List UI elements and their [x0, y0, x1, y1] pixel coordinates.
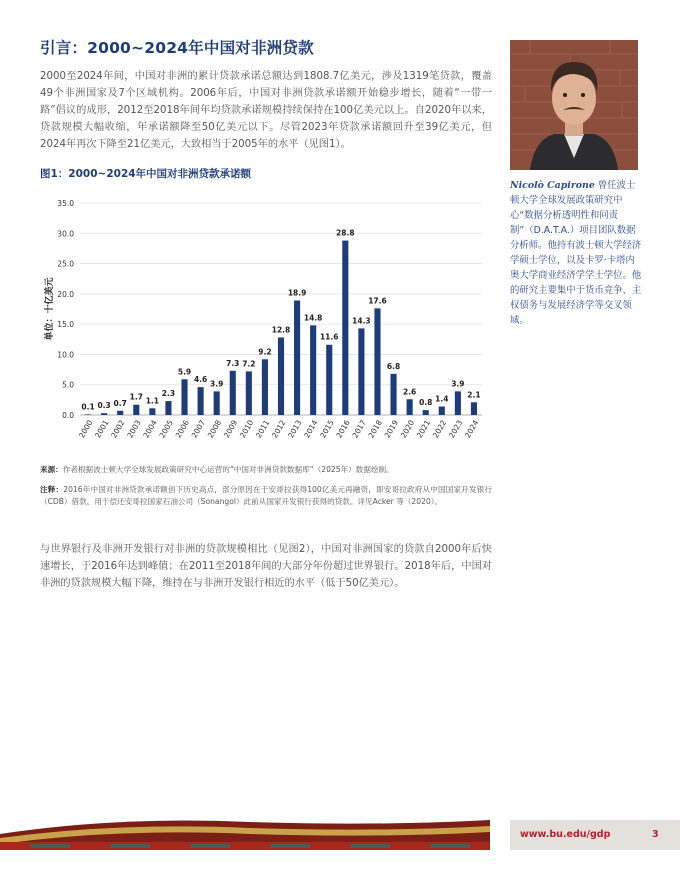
x-tick-label: 2003	[125, 418, 143, 440]
bar	[133, 405, 139, 415]
x-tick-label: 2014	[302, 418, 320, 440]
intro-paragraph: 2000至2024年间，中国对非洲的累计贷款承诺总额达到1808.7亿美元，涉及1319笔贷款，覆盖49个非洲国家及7个区域机构。2006年后，中国对非洲贷款承诺额开始稳步增长，随着“一带一路”倡议的成形，2012至2018年间年均贷款承诺规模持续保持在100亿美元以上。自2020年以来，贷款规模大幅收缩，年承诺额降至50亿美元以下。尽管2023年贷款承诺额回升至39亿美元，但2024年再次下降至21亿美元，大致相当于2005年的水平（见图1）。	[40, 71, 492, 150]
x-tick-label: 2018	[366, 418, 384, 440]
x-tick-label: 2024	[463, 418, 481, 440]
bar	[326, 345, 332, 415]
x-tick-label: 2008	[205, 418, 224, 440]
bar	[358, 328, 364, 415]
x-tick-label: 2020	[398, 418, 417, 440]
y-tick-label: 15.0	[57, 320, 74, 330]
data-label: 18.9	[287, 288, 307, 298]
x-tick-label: 2006	[173, 418, 191, 440]
x-tick-label: 2022	[430, 418, 449, 440]
x-tick-label: 2016	[334, 418, 352, 440]
x-tick-label: 2000	[77, 418, 95, 440]
data-label: 2.6	[402, 387, 417, 397]
note-text: 2016年中国对非洲贷款承诺额创下历史高点，部分原因在于安哥拉获得100亿美元再融资，即安哥拉政府从中国国家开发银行（CDB）借款，用于偿还安哥拉国家石油公司（Sonangol）此前从国家开发银行获得的贷款。详见Acker 等（2020）。	[40, 485, 492, 506]
bar	[117, 411, 123, 415]
data-label: 17.6	[368, 296, 387, 306]
loan-commitments-chart	[40, 190, 492, 450]
bar	[149, 408, 155, 415]
footer-architecture-image	[0, 806, 490, 850]
comparison-paragraph: 与世界银行及非洲开发银行对非洲的贷款规模相比（见图2），中国对非洲国家的贷款自2000年后快速增长，于2016年达到峰值；在2011至2018年间的大部分年份超过世界银行。2018年后，中国对非洲的贷款规模大幅下降，维持在与非洲开发银行相近的水平（低于50亿美元）。	[40, 544, 492, 589]
y-tick-label: 30.0	[57, 229, 74, 239]
x-tick-label: 2015	[318, 418, 336, 440]
x-tick-label: 2017	[350, 418, 368, 440]
x-tick-label: 2021	[414, 418, 433, 440]
bar	[374, 308, 380, 415]
author-bio-text: 曾任波士顿大学全球发展政策研究中心“数据分析透明性和问责制”（D.A.T.A.）项目团队数据分析师。他持有波士顿大学经济学硕士学位，以及卡罗·卡塔内奥大学商业经济学学士学位。他的研究主要集中于货币竞争、主权债务与发展经济学等交叉领域。	[510, 180, 642, 326]
x-tick-label: 2007	[189, 418, 208, 440]
bar	[198, 387, 204, 415]
data-label: 14.3	[352, 316, 371, 326]
data-label: 3.9	[451, 379, 465, 389]
figure-source	[40, 464, 492, 476]
data-label: 5.9	[177, 367, 192, 377]
author-portrait-image	[510, 40, 638, 170]
bar	[214, 391, 220, 415]
data-label: 0.3	[97, 401, 111, 411]
bar	[246, 371, 252, 415]
temple-roof-illustration	[0, 806, 490, 850]
x-tick-label: 2012	[270, 418, 288, 440]
author-name: Nicolò Capirone	[510, 180, 595, 191]
bar	[439, 407, 445, 415]
bar	[423, 410, 429, 415]
footer-url-link[interactable]: www.bu.edu/gdp	[520, 829, 611, 840]
bar	[407, 399, 413, 415]
bar	[342, 241, 348, 415]
bar	[294, 301, 300, 415]
data-label: 7.2	[242, 359, 256, 369]
x-tick-label: 2004	[141, 418, 159, 440]
y-tick-label: 0.0	[62, 411, 74, 420]
note-label: 注释：	[40, 485, 64, 494]
data-label: 0.1	[81, 402, 95, 412]
data-label: 0.8	[419, 398, 433, 408]
x-tick-label: 2011	[254, 418, 272, 440]
author-photo	[510, 40, 638, 170]
y-tick-label: 5.0	[62, 380, 74, 390]
author-bio	[510, 178, 642, 328]
bar	[165, 401, 171, 415]
bar	[181, 379, 187, 415]
x-tick-label: 2002	[109, 418, 127, 440]
y-axis-label: 单位：十亿美元	[45, 277, 55, 341]
source-label: 来源：	[40, 465, 63, 474]
y-tick-label: 25.0	[57, 259, 74, 269]
bar	[85, 414, 91, 415]
data-label: 12.8	[271, 325, 291, 335]
y-tick-label: 10.0	[57, 350, 74, 360]
data-label: 1.4	[435, 394, 449, 404]
data-label: 4.6	[193, 375, 208, 385]
data-label: 1.7	[129, 392, 143, 402]
data-label: 11.6	[319, 332, 339, 342]
x-tick-label: 2001	[93, 418, 111, 440]
bar	[455, 391, 461, 415]
bar	[262, 359, 268, 415]
data-label: 9.2	[258, 347, 272, 357]
x-tick-label: 2013	[286, 418, 304, 440]
data-label: 3.9	[210, 379, 224, 389]
x-tick-label: 2019	[382, 418, 401, 440]
bar	[278, 337, 284, 415]
data-label: 1.1	[145, 396, 160, 406]
bar	[230, 371, 236, 415]
data-label: 7.3	[226, 358, 240, 368]
bar-chart-svg	[40, 190, 492, 450]
data-label: 2.1	[467, 390, 481, 400]
data-label: 2.3	[161, 389, 176, 399]
page-title: 引言：2000~2024年中国对非洲贷款	[40, 39, 314, 57]
bar	[391, 374, 397, 415]
data-label: 6.8	[386, 361, 401, 371]
y-tick-label: 20.0	[57, 289, 74, 299]
source-text: 作者根据波士顿大学全球发展政策研究中心运营的“中国对非洲贷款数据库”（2025年）数据绘制。	[62, 465, 394, 474]
y-tick-label: 35.0	[57, 199, 74, 208]
figure-title: 图1：2000~2024年中国对非洲贷款承诺额	[40, 168, 252, 180]
bar	[101, 413, 107, 415]
page-number: 3	[652, 829, 659, 840]
figure-note	[40, 484, 492, 508]
x-tick-label: 2005	[157, 418, 175, 440]
x-tick-label: 2023	[447, 418, 465, 440]
x-tick-label: 2009	[221, 418, 240, 440]
data-label: 0.7	[113, 398, 127, 408]
x-tick-label: 2010	[237, 418, 256, 440]
bar	[310, 325, 316, 415]
data-label: 28.8	[336, 228, 355, 238]
data-label: 14.8	[303, 313, 323, 323]
bar	[471, 402, 477, 415]
